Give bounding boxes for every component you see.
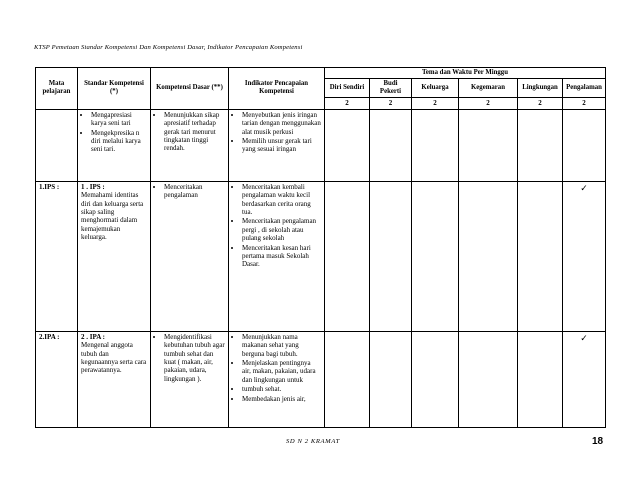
- list-item: • Mengekpresika n diri melalui karya seni tari.: [91, 129, 147, 154]
- weeks-budi-pekerti: 2: [370, 98, 412, 109]
- header-tema-keluarga: Keluarga: [412, 79, 459, 98]
- footer-school-name: SD N 2 KRAMAT: [286, 438, 340, 445]
- header-tema-group: Tema dan Waktu Per Minggu: [325, 68, 606, 79]
- list-item: • Menceritakan pengalaman pergi , di sekolah atau pulang sekolah: [242, 217, 321, 242]
- cell-indikator: [229, 109, 325, 181]
- list-item: • Mengapresiasi karya seni tari: [91, 111, 147, 128]
- header-kompetensi-dasar: Kompetensi Dasar (**): [151, 68, 229, 110]
- list-item: • Menjelaskan pentingnya air, makan, pakaian, udara dan lingkungan untuk: [242, 359, 321, 384]
- sk-heading: 2 . IPA :: [81, 332, 105, 341]
- competency-mapping-table: [35, 67, 606, 428]
- list-item: • Menceritakan kembali pengalaman waktu kecil berdasarkan cerita orang tua.: [242, 183, 321, 217]
- list-item: • Menunjukkan nama makanan sehat yang berguna bagi tubuh.: [242, 333, 321, 358]
- cell-mapel: 1.IPS :: [36, 181, 78, 331]
- cell-mapel: 2.IPA :: [36, 331, 78, 427]
- page-number: 18: [592, 436, 604, 447]
- cell-mapel: [36, 109, 78, 181]
- weeks-diri-sendiri: 2: [325, 98, 370, 109]
- cell-kd: [151, 109, 229, 181]
- checkmark-icon: ✓: [563, 331, 606, 427]
- sk-text: Mengenal anggota tubuh dan kegunaannya serta cara perawatannya.: [81, 341, 147, 375]
- cell-indikator: [229, 331, 325, 427]
- header-tema-pengalaman: Pengalaman: [563, 79, 606, 98]
- cell-kd: [151, 181, 229, 331]
- header-tema-diri-sendiri: Diri Sendiri: [325, 79, 370, 98]
- sk-text: Memahami identitas diri dan keluarga serta sikap saling menghormati dalam kemajemukan keluarga.: [81, 191, 144, 242]
- cell-kd: [151, 331, 229, 427]
- header-mapel: Mata pelajaran: [36, 68, 78, 110]
- sk-heading: 1 . IPS :: [81, 182, 105, 191]
- header-tema-lingkungan: Lingkungan: [518, 79, 563, 98]
- weeks-lingkungan: 2: [518, 98, 563, 109]
- header-indikator: Indikator Pencapaian Kompetensi: [229, 68, 325, 110]
- cell-sk: [78, 331, 151, 427]
- header-tema-budi-pekerti: Budi Pekerti: [370, 79, 412, 98]
- table-row: [36, 181, 606, 331]
- list-item: • Menyebutkan jenis iringan tarian dengan menggunakan alat musik perkusi: [242, 111, 321, 136]
- list-item: • Membedakan jenis air,: [242, 395, 321, 403]
- header-tema-kegemaran: Kegemaran: [459, 79, 518, 98]
- table-row: [36, 331, 606, 427]
- list-item: • Menunjukkan sikap apresiatif terhadap gerak tari menurut tingkatan tinggi rendah.: [164, 111, 225, 153]
- weeks-pengalaman: 2: [563, 98, 606, 109]
- list-item: • Mengidentifikasi kebutuhan tubuh agar tumbuh sehat dan kuat ( makan, air, pakaian, udara, lingkungan ).: [164, 333, 225, 383]
- document-header: KTSP Pemetaan Standar Kompetensi Dan Kompetensi Dasar, Indikator Pencapaian Kompetensi: [34, 44, 303, 51]
- list-item: • tumbuh sehat.: [242, 385, 321, 393]
- header-standar-kompetensi: Standar Kompetensi (*): [78, 68, 151, 110]
- list-item: • Memilih unsur gerak tari yang sesuai iringan: [242, 137, 321, 154]
- checkmark-icon: ✓: [563, 181, 606, 331]
- list-item: • Menceritakan kesan hari pertama masuk Sekolah Dasar.: [242, 244, 321, 269]
- cell-sk: [78, 181, 151, 331]
- cell-indikator: [229, 181, 325, 331]
- weeks-kegemaran: 2: [459, 98, 518, 109]
- list-item: • Menceritakan pengalaman: [164, 183, 225, 200]
- table-row: [36, 109, 606, 181]
- cell-sk: [78, 109, 151, 181]
- weeks-keluarga: 2: [412, 98, 459, 109]
